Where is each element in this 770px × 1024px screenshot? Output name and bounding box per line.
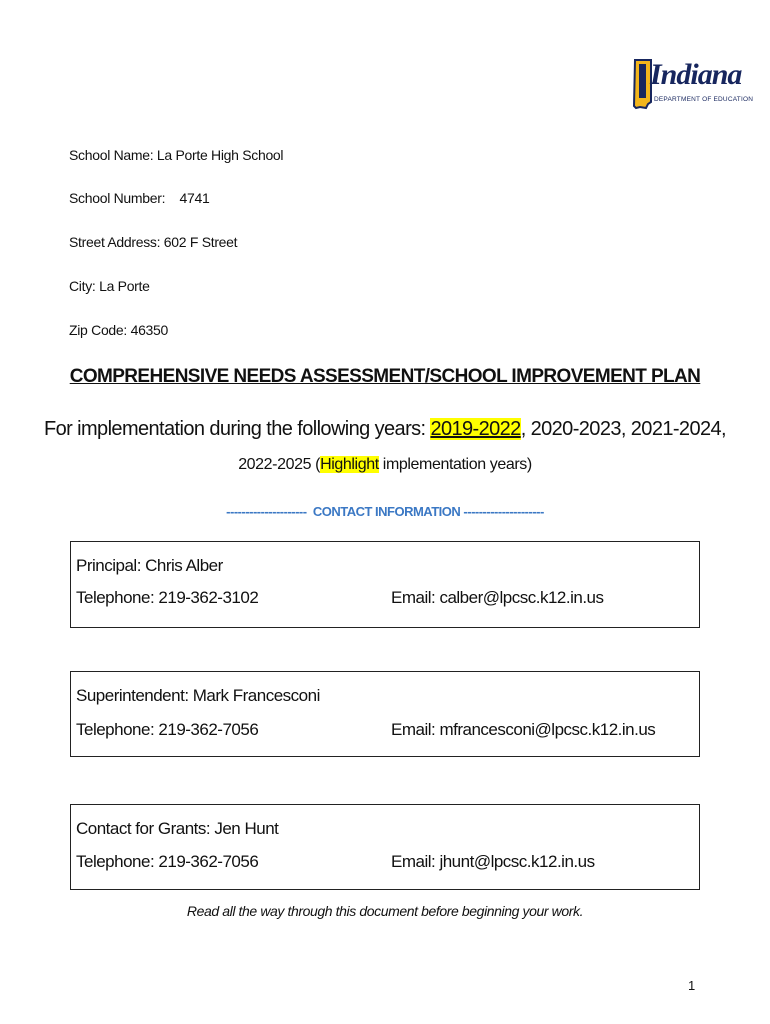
superintendent-name: Superintendent: Mark Francesconi xyxy=(76,686,320,705)
superintendent-telephone: Telephone: 219-362-7056 xyxy=(76,720,259,739)
years-prefix: For implementation during the following years: xyxy=(44,418,431,440)
school-number xyxy=(69,189,210,207)
implementation-years-line1 xyxy=(0,418,770,441)
superintendent-contact-box xyxy=(70,671,700,757)
grants-email: Email: jhunt@lpcsc.k12.in.us xyxy=(391,852,595,871)
school-number-value: 4741 xyxy=(179,190,210,206)
logo-subtitle: DEPARTMENT OF EDUCATION xyxy=(654,96,754,103)
street-address: Street Address: 602 F Street xyxy=(69,234,238,250)
principal-telephone: Telephone: 219-362-3102 xyxy=(76,588,259,607)
school-number-label: School Number: xyxy=(69,190,166,206)
logo-wordmark: Indiana xyxy=(650,58,742,91)
indiana-doe-logo xyxy=(632,58,754,114)
years-rest: , 2020-2023, 2021-2024, xyxy=(520,418,726,440)
contact-heading-dashes-left: --------------------- xyxy=(226,504,307,519)
contact-heading xyxy=(0,504,770,519)
grants-contact-name: Contact for Grants: Jen Hunt xyxy=(76,819,279,838)
page-number: 1 xyxy=(688,978,696,993)
years-line2-start: 2022-2025 ( xyxy=(238,456,321,473)
zip-code: Zip Code: 46350 xyxy=(69,322,169,338)
grants-contact-box xyxy=(70,804,700,890)
highlight-word: Highlight xyxy=(320,456,379,473)
years-selected: 2019-2022 xyxy=(430,418,521,440)
school-name: School Name: La Porte High School xyxy=(69,147,284,163)
plan-title: COMPREHENSIVE NEEDS ASSESSMENT/SCHOOL IMPROVEMENT PLAN xyxy=(69,366,701,387)
principal-email: Email: calber@lpcsc.k12.in.us xyxy=(391,588,604,607)
contact-heading-text: CONTACT INFORMATION xyxy=(312,504,461,519)
instruction-note: Read all the way through this document before beginning your work. xyxy=(186,903,584,919)
grants-telephone: Telephone: 219-362-7056 xyxy=(76,852,259,871)
principal-contact-box xyxy=(70,541,700,628)
contact-heading-dashes-right: --------------------- xyxy=(463,504,544,519)
years-line2-end: implementation years) xyxy=(378,456,532,473)
principal-name: Principal: Chris Alber xyxy=(76,556,223,575)
implementation-years-line2 xyxy=(0,456,770,474)
superintendent-email: Email: mfrancesconi@lpcsc.k12.in.us xyxy=(391,720,656,739)
city: City: La Porte xyxy=(69,278,150,294)
